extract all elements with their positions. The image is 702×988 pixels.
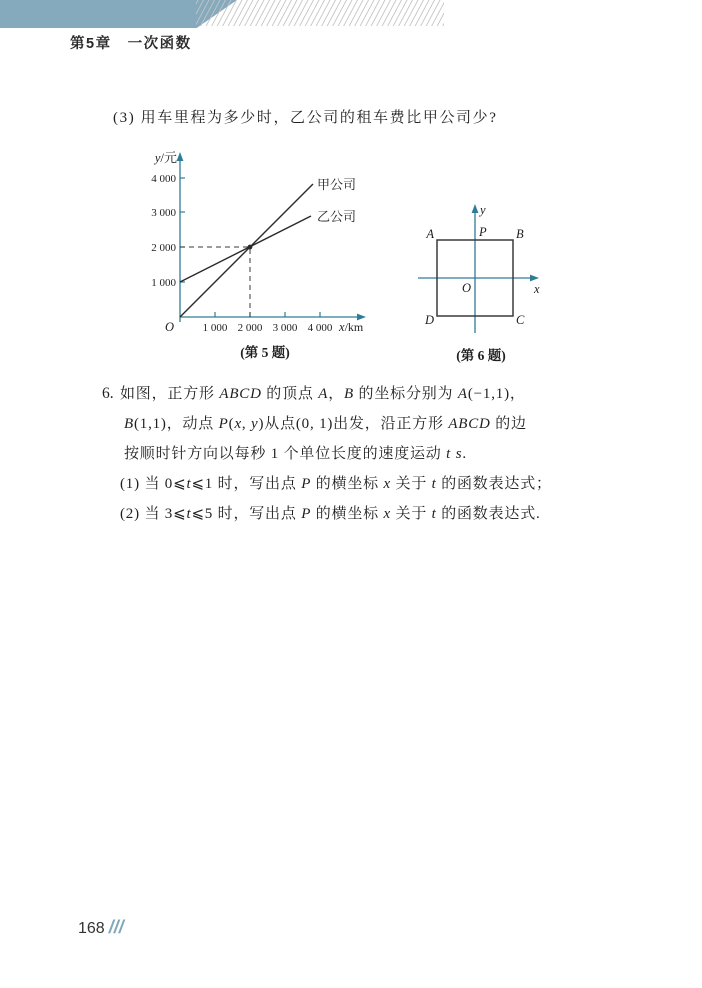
origin-label: O [164, 320, 174, 334]
origin-label: O [461, 281, 471, 295]
series-a-label: 甲公司 [317, 177, 357, 192]
point-p-label: P [479, 225, 487, 239]
figure-problem6-diagram [408, 198, 568, 375]
y-tick-1000: 1 000 [151, 277, 176, 289]
header-hatch-pattern [196, 0, 444, 31]
y-axis-arrow-icon [472, 204, 479, 213]
line-chart [135, 148, 405, 363]
x-tick-3000: 3 000 [272, 322, 298, 334]
x-tick-1000: 1 000 [202, 322, 228, 334]
x-axis-title: x/km [339, 320, 364, 334]
page-footer [78, 917, 124, 938]
y-tick-2000: 2 000 [151, 242, 176, 254]
footer-slashes-icon: /// [108, 917, 124, 937]
vertex-b-label: B [516, 227, 524, 241]
x-axis-label: x [534, 282, 540, 296]
chapter-header: 第5章 一次函数 [70, 36, 192, 52]
question6-line4: (1) 当 0⩽t⩽1 时，写出点 P 的横坐标 x 关于 t 的函数表达式； [120, 476, 552, 492]
figure5-caption: (第 5 题) [240, 345, 290, 360]
y-tick-3000: 3 000 [151, 207, 176, 219]
hatch-icon [196, 0, 444, 26]
vertex-d-label: D [424, 313, 434, 327]
y-axis-title: y/元 [154, 150, 177, 165]
y-axis-arrow-icon [177, 152, 184, 161]
y-tick-4000: 4 000 [151, 173, 176, 185]
question6-line1: 如图，正方形 ABCD 的顶点 A，B 的坐标分别为 A(−1,1)， [120, 386, 526, 402]
vertex-a-label: A [426, 227, 434, 241]
square-diagram [408, 198, 568, 370]
y-axis-label: y [480, 203, 486, 217]
series-a-line [180, 184, 313, 317]
page-number: 168 [78, 920, 105, 937]
x-tick-2000: 2 000 [237, 322, 263, 334]
question6-line2: B(1,1)，动点 P(x, y)从点(0, 1)出发，沿正方形 ABCD 的边 [124, 416, 527, 432]
series-b-label: 乙公司 [317, 209, 357, 224]
figure6-caption: (第 6 题) [456, 348, 506, 363]
figure-problem5-chart [135, 148, 405, 368]
question6-line5: (2) 当 3⩽t⩽5 时，写出点 P 的横坐标 x 关于 t 的函数表达式. [120, 506, 541, 522]
question3-text: (3) 用车里程为多少时，乙公司的租车费比甲公司少? [113, 110, 498, 126]
series-b-line [180, 216, 311, 282]
x-axis-arrow-icon [530, 275, 539, 282]
question6-number: 6. [102, 385, 114, 402]
vertex-c-label: C [516, 313, 525, 327]
intersection-point [248, 245, 253, 250]
x-tick-4000: 4 000 [307, 322, 333, 334]
question6-block [120, 379, 600, 529]
question6-line3: 按顺时针方向以每秒 1 个单位长度的速度运动 t s. [124, 446, 467, 462]
